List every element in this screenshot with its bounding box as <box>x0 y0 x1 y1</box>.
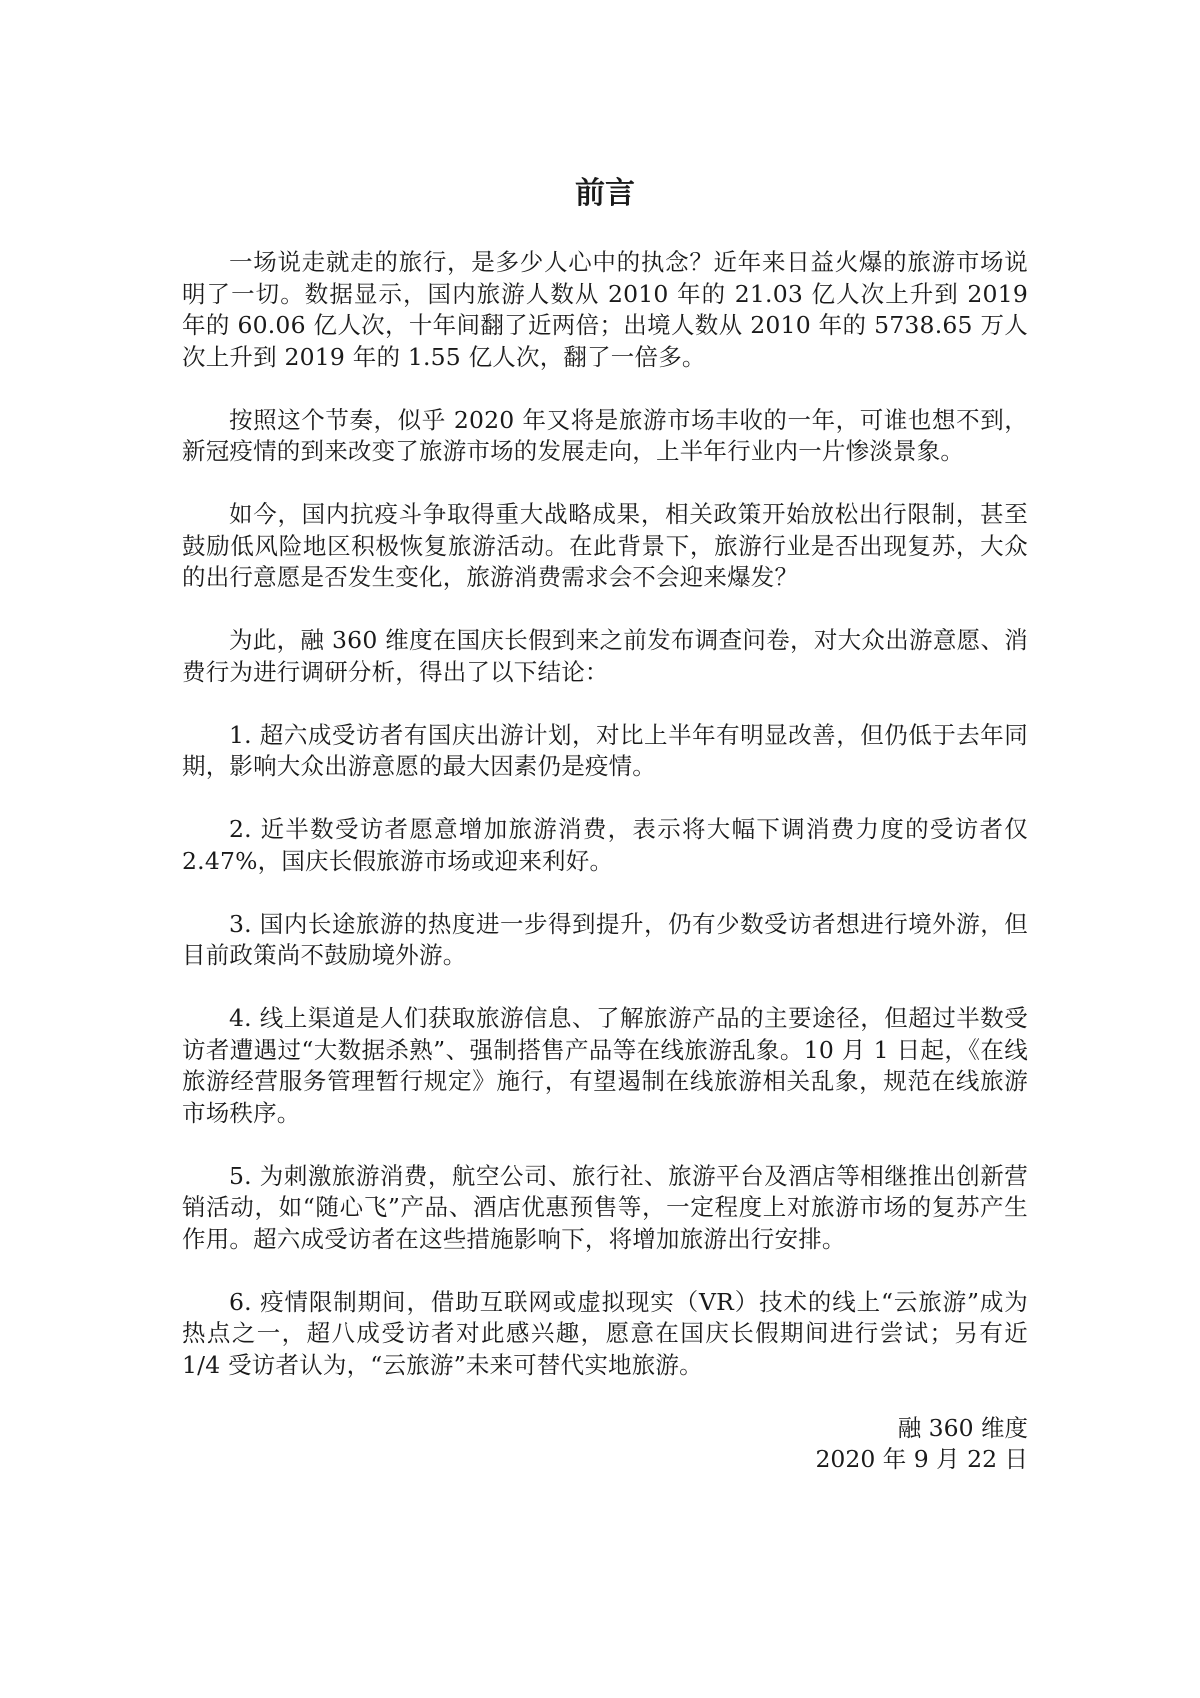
intro-paragraph: 按照这个节奏，似乎 2020 年又将是旅游市场丰收的一年，可谁也想不到，新冠疫情的到来改变了旅游市场的发展走向，上半年行业内一片惨淡景象。 <box>182 405 1028 465</box>
intro-paragraph: 如今，国内抗疫斗争取得重大战略成果，相关政策开始放松出行限制，甚至鼓励低风险地区积极恢复旅游活动。在此背景下，旅游行业是否出现复苏，大众的出行意愿是否发生变化，旅游消费需求会不会迎来爆发？ <box>182 500 1028 591</box>
intro-paragraph: 一场说走就走的旅行，是多少人心中的执念？近年来日益火爆的旅游市场说明了一切。数据显示，国内旅游人数从 2010 年的 21.03 亿人次上升到 2019 年的 60.06 亿人次，十年间翻了近两倍；出境人数从 2010 年的 5738.65 万人次上升到 2019 年的 1.55 亿人次，翻了一倍多。 <box>182 248 1028 371</box>
page-title: 前言 <box>575 176 635 212</box>
signature-org: 融 360 维度 <box>897 1413 1028 1442</box>
conclusion-item: 4. 线上渠道是人们获取旅游信息、了解旅游产品的主要途径，但超过半数受访者遭遇过“大数据杀熟”、强制搭售产品等在线旅游乱象。10 月 1 日起，《在线旅游经营服务管理暂行规定》施行，有望遏制在线旅游相关乱象，规范在线旅游市场秩序。 <box>182 1004 1028 1127</box>
conclusion-item: 5. 为刺激旅游消费，航空公司、旅行社、旅游平台及酒店等相继推出创新营销活动，如“随心飞”产品、酒店优惠预售等，一定程度上对旅游市场的复苏产生作用。超六成受访者在这些措施影响下，将增加旅游出行安排。 <box>182 1161 1028 1253</box>
intro-paragraph: 为此，融 360 维度在国庆长假到来之前发布调查问卷，对大众出游意愿、消费行为进行调研分析，得出了以下结论： <box>182 626 1028 686</box>
document-body <box>182 247 1028 1476</box>
conclusion-item: 1. 超六成受访者有国庆出游计划，对比上半年有明显改善，但仍低于去年同期，影响大众出游意愿的最大因素仍是疫情。 <box>182 720 1028 780</box>
conclusion-item: 6. 疫情限制期间，借助互联网或虚拟现实（VR）技术的线上“云旅游”成为热点之一，超八成受访者对此感兴趣，愿意在国庆长假期间进行尝试；另有近 1/4 受访者认为，“云旅游”未来可替代实地旅游。 <box>182 1287 1028 1379</box>
conclusion-item: 2. 近半数受访者愿意增加旅游消费，表示将大幅下调消费力度的受访者仅 2.47%，国庆长假旅游市场或迎来利好。 <box>182 815 1028 875</box>
conclusion-item: 3. 国内长途旅游的热度进一步得到提升，仍有少数受访者想进行境外游，但目前政策尚不鼓励境外游。 <box>182 909 1028 969</box>
signature-date: 2020 年 9 月 22 日 <box>815 1445 1028 1473</box>
